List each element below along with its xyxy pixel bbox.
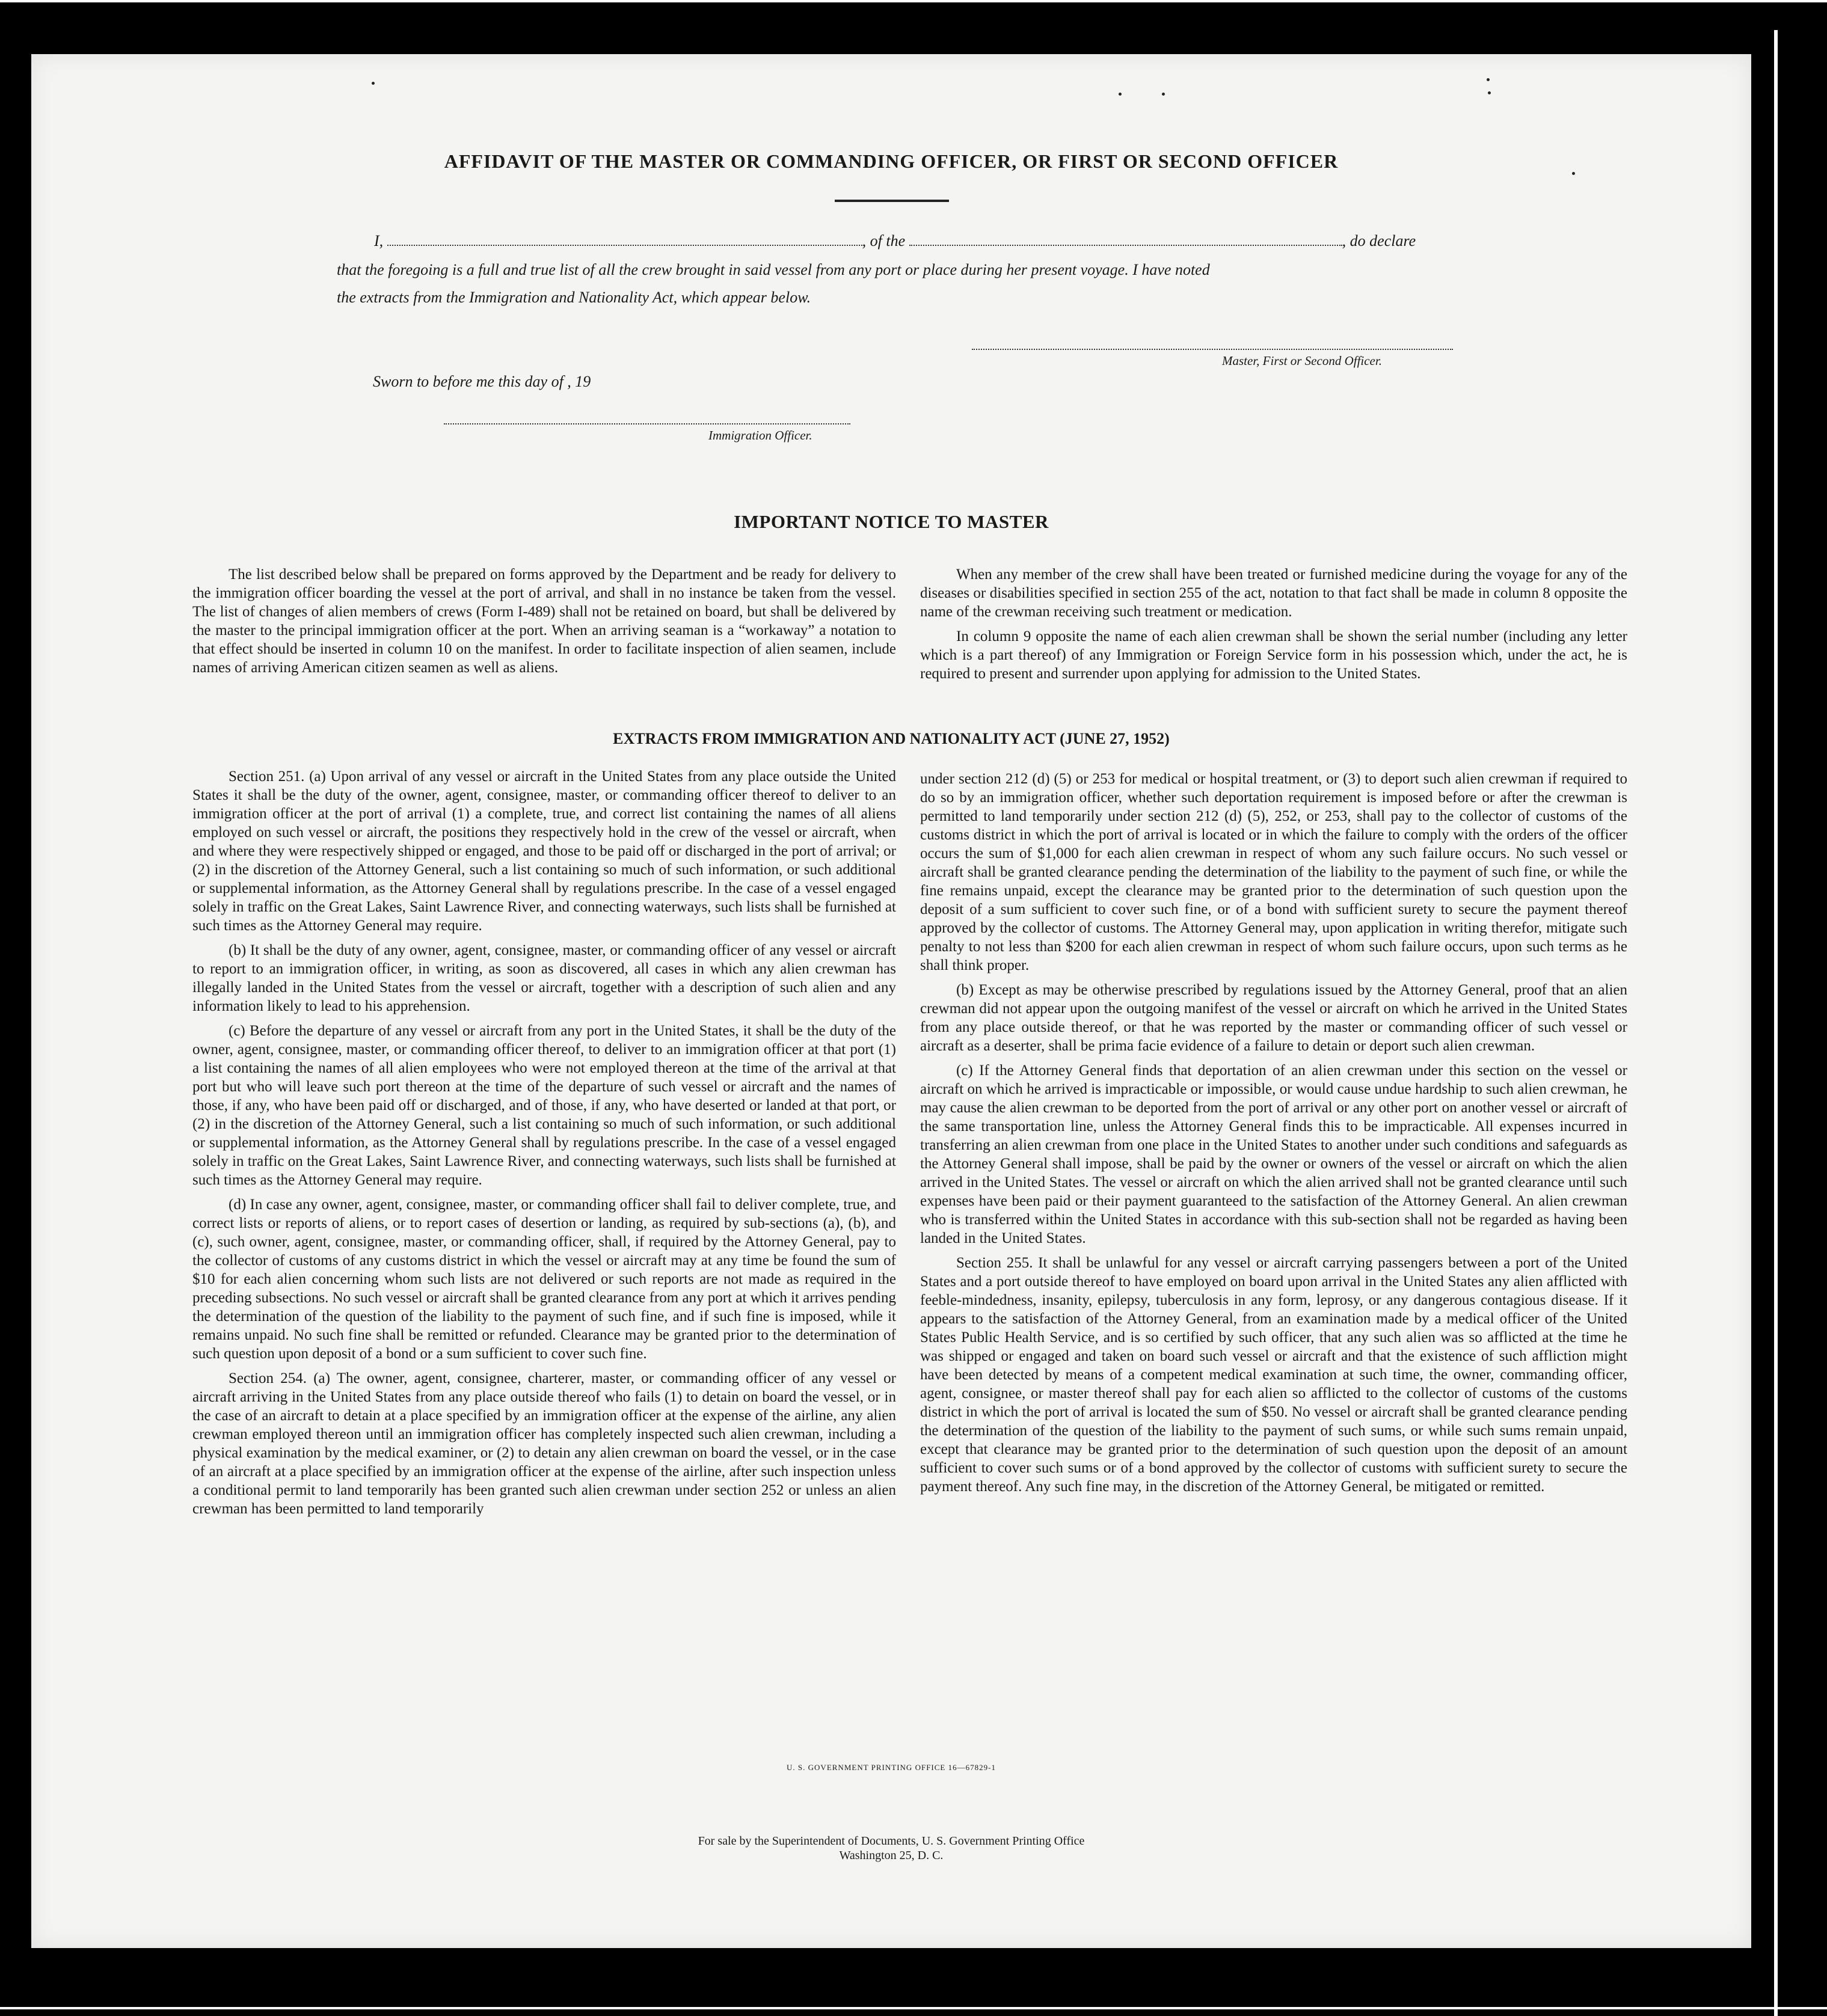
affidavit-title: AFFIDAVIT OF THE MASTER OR COMMANDING OFFICER, OR FIRST OR SECOND OFFICER (444, 150, 1339, 172)
officer-signature-line[interactable] (444, 423, 850, 424)
section-255: Section 255. It shall be unlawful for any vessel or aircraft carrying passengers between a port of the United States and a port outside thereof to have employed on board upon arrival in the United States any alien afflicted with feeble-mindedness, insanity, epilepsy, tuberculosis in any form, leprosy, or any dangerous contagious disease. If it appears to the satisfaction of the Attorney General, from an examination made by a medical officer of the United States Public Health Service, and is so certified by such officer, that any such alien was so afflicted at the time he was shipped or engaged and taken on board such vessel or aircraft and that the existence of such affliction might have been detected by means of a competent medical examination at such time, the owner, commanding officer, agent, consignee, or master thereof shall pay for each alien so afflicted to the collector of customs of the customs district in which the port of arrival is located the sum of $50. No vessel or aircraft shall be granted clearance pending the determination of the question of the liability to the payment of such sums, or while such sums remain unpaid, except that clearance may be granted prior to the determination of such question upon the deposit of an amount sufficient to cover such sums or of a bond approved by the collector of customs with sufficient surety to secure the payment thereof. Any such fine may, in the discretion of the Attorney General, be mitigated or remitted. (920, 1255, 1627, 1495)
section-251-b: (b) It shall be the duty of any owner, agent, consignee, master, or commanding officer of any vessel or aircraft to report to an immigration officer, in writing, as soon as discovered, all cases in which any alien crewman has illegally landed in the United States from the vessel or aircraft, together with a description of such alien and any information likely to lead to his apprehension. (192, 942, 896, 1014)
extracts-title: EXTRACTS FROM IMMIGRATION AND NATIONALITY ACT (JUNE 27, 1952) (613, 730, 1170, 747)
sworn-year: , 19 (567, 373, 591, 390)
decl-i-label: I, (374, 232, 384, 250)
section-251-a: Section 251. (a) Upon arrival of any vessel or aircraft in the United States from any place outside the United States it shall be the duty of the owner, agent, consignee, master, or commanding officer thereof to deliver to an immigration officer at the port of arrival (1) a complete, true, and correct list containing the names of all aliens employed on such vessel or aircraft, the positions they respectively hold in the crew of the vessel or aircraft, when and where they were respectively shipped or engaged, and those to be paid off or discharged in the port of arrival; or (2) in the discretion of the Attorney General, such a list containing so much of such information, or such additional or supplemental information, as the Attorney General shall by regulations prescribe. In the case of a vessel engaged solely in traffic on the Great Lakes, Saint Lawrence River, and connecting waterways, such lists shall be furnished at such times as the Attorney General may require. (192, 768, 896, 934)
notice-right-paragraph-1: When any member of the crew shall have been treated or furnished medicine during the voyage for any of the diseases or disabilities specified in section 255 of the act, notation to that fact shall be made in column 8 opposite the name of the crewman receiving such treatment or medication. (920, 566, 1627, 620)
frame-border-right (1774, 30, 1778, 2016)
sale-line-1: For sale by the Superintendent of Documents, U. S. Government Printing Office (698, 1834, 1085, 1848)
document-page (31, 54, 1751, 1948)
officer-signature-label: Immigration Officer. (708, 428, 812, 443)
section-251-c: (c) Before the departure of any vessel or aircraft from any port in the United States, it shall be the duty of the owner, agent, consignee, master, or commanding officer thereof, to deliver to an immigration officer at that port (1) a list containing the names of all alien employees who were not employed thereon at the time of the arrival at that port but who will leave such port thereon at the time of the departure of such vessel or aircraft and the names of those, if any, who have been paid off or discharged, and of those, if any, who have deserted or landed at that port, or (2) in the discretion of the Attorney General, such a list containing so much of such information, or such additional or supplemental information, as the Attorney General shall by regulations prescribe. In the case of a vessel engaged solely in traffic on the Great Lakes, Saint Lawrence River, and connecting waterways, such lists shall be furnished at such times as the Attorney General may require. (192, 1023, 896, 1188)
notice-left-column (192, 565, 896, 683)
decl-of-the-label: , of the (862, 232, 906, 250)
vessel-blank[interactable] (909, 234, 1342, 246)
decl-do-declare-label: , do declare (1342, 232, 1416, 250)
section-254-a: Section 254. (a) The owner, agent, consignee, charterer, master, or commanding officer of any vessel or aircraft arriving in the United States from any place outside thereof who fails (1) to detain on board the vessel, or in the case of an aircraft to detain at a place specified by an immigration officer at the expense of the airline, any alien crewman employed thereon until an immigration officer has completely inspected such alien crewman, including a physical examination by the medical examiner, or (2) to detain any alien crewman on board the vessel, or in the case of an aircraft at a place specified by an immigration officer at the expense of the airline, after such inspection unless a conditional permit to land temporarily has been granted such alien crewman under section 252 or unless an alien crewman has been permitted to land temporarily (192, 1370, 896, 1517)
printing-office-line: U. S. GOVERNMENT PRINTING OFFICE 16—67829-1 (787, 1763, 996, 1772)
statement-line-2: the extracts from the Immigration and Nationality Act, which appear below. (337, 289, 811, 306)
speck (1162, 93, 1165, 96)
speck (1488, 91, 1491, 94)
notice-right-column (920, 565, 1627, 689)
sworn-prefix: Sworn to before me this (373, 373, 521, 390)
notice-right-paragraph-2: In column 9 opposite the name of each alien crewman shall be shown the serial number (including any letter which is a part thereof) of any Immigration or Foreign Service form in his possession which, under the act, he is required to present and surrender upon applying for admission to the United States. (920, 628, 1627, 682)
frame-border-bottom (0, 2007, 1827, 2009)
sworn-day-of: day of (524, 373, 563, 390)
declaration-line (374, 232, 1493, 250)
notice-title: IMPORTANT NOTICE TO MASTER (734, 511, 1049, 532)
speck (1119, 93, 1122, 96)
extracts-left-column (192, 767, 896, 1524)
statement-line-1: that the foregoing is a full and true list of all the crew brought in said vessel from any port or place during her present voyage. I have noted (337, 261, 1210, 278)
section-254-a-continued: under section 212 (d) (5) or 253 for medical or hospital treatment, or (3) to deport such alien crewman if required to do so by an immigration officer, whether such deportation requirement is imposed before or after the crewman is permitted to land temporarily under section 212 (d) (5), 252, or 253, shall pay to the collector of customs of the customs district in which the port of arrival is located or in which the failure to comply with the orders of the officer occurs the sum of $1,000 for each alien crewman in respect of whom any such failure occurs. No such vessel or aircraft shall be granted clearance pending the determination of the liability to the payment of such fine, or while the fine remains unpaid, except the clearance may be granted prior to the determination of such question upon the deposit of a sum sufficient to cover such fine, or of a bond with sufficient surety to secure the payment thereof approved by the collector of customs. The Attorney General may, upon application in writing therefor, mitigate such penalty to not less than $200 for each alien crewman in respect of whom such failure occurs, upon such terms as he shall think proper. (920, 771, 1627, 973)
section-251-d: (d) In case any owner, agent, consignee, master, or commanding officer shall fail to deliver complete, true, and correct lists or reports of aliens, or to report cases of desertion or landing, as required by sub-sections (a), (b), and (c), such owner, agent, consignee, master, or commanding officer, shall, if required by the Attorney General, pay to the collector of customs of any customs district in which the vessel or aircraft may at any time be found the sum of $10 for each alien concerning whom such lists are not delivered or such reports are not made as required in the preceding subsections. No such vessel or aircraft shall be granted clearance from any port at which it arrives pending the determination of the question of the liability to the payment of such fine, and if such fine is imposed, while it remains unpaid. No such fine shall be remitted or refunded. Clearance may be granted prior to the determination of such question upon deposit of a bond or a sum sufficient to cover such fine. (192, 1196, 896, 1362)
sale-line-2: Washington 25, D. C. (839, 1849, 944, 1862)
sworn-line (373, 373, 1215, 391)
notice-left-paragraph: The list described below shall be prepared on forms approved by the Department and be ready for delivery to the immigration officer boarding the vessel at the port of arrival, and shall in no instance be taken from the vessel. The list of changes of alien members of crews (Form I-489) shall not be retained on board, but shall be delivered by the master to the principal immigration officer at the port. When an arriving seaman is a “workaway” a notation to that effect should be inserted in column 10 on the manifest. In order to facilitate inspection of alien seamen, include names of arriving American citizen seamen as well as aliens. (192, 566, 896, 676)
name-blank[interactable] (387, 234, 862, 246)
master-signature-line[interactable] (972, 349, 1453, 350)
extracts-right-column (920, 770, 1627, 1502)
section-254-c: (c) If the Attorney General finds that deportation of an alien crewman under this section on the vessel or aircraft on which he arrived is impracticable or impossible, or would cause undue hardship to such alien crewman, he may cause the alien crewman to be deported from the port of arrival or any other port on another vessel or aircraft of the same transportation line, unless the Attorney General finds this to be impracticable. All expenses incurred in transferring an alien crewman from one place in the United States to another under such conditions and safeguards as the Attorney General shall impose, shall be paid by the owner or owners of the vessel or aircraft on which the alien arrived in the United States. The vessel or aircraft on which the alien arrived shall not be granted clearance until such expenses have been paid or their payment guaranteed to the satisfaction of the Attorney General. An alien crewman who is transferred within the United States in accordance with this sub-section shall not be regarded as having been landed in the United States. (920, 1062, 1627, 1246)
master-signature-label: Master, First or Second Officer. (1222, 354, 1382, 368)
frame-border-top (0, 0, 1827, 2)
section-254-b: (b) Except as may be otherwise prescribed by regulations issued by the Attorney General, proof that an alien crewman did not appear upon the outgoing manifest of the vessel or aircraft on which he arrived in the United States from any place outside thereof, or that he was reported by the master or commanding officer of such vessel or aircraft as a deserter, shall be prima facie evidence of a failure to detain or deport such alien crewman. (920, 982, 1627, 1054)
speck (1487, 78, 1490, 81)
speck (372, 82, 375, 85)
title-rule (835, 200, 949, 202)
